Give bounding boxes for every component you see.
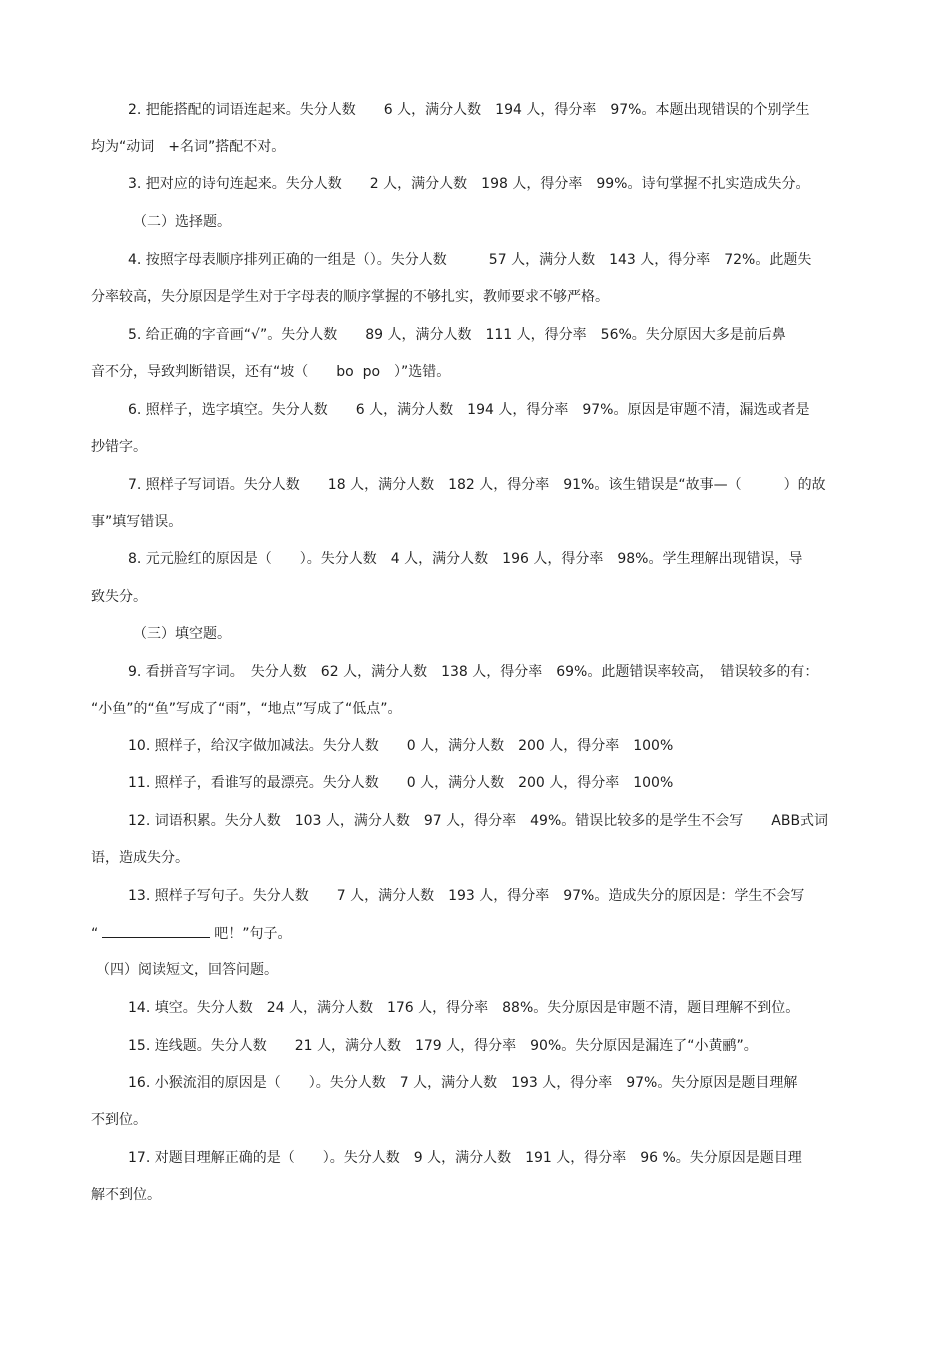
q8-line-1: 8. 元元脸红的原因是（ ）。失分人数 4 人，满分人数 196 人，得分率 98%。学生理解出现错误，导 (128, 551, 803, 567)
q16-line-2: 不到位。 (91, 1112, 147, 1128)
q4-line-1: 4. 按照字母表顺序排列正确的一组是（）。失分人数 57 人，满分人数 143 人，得分率 72%。此题失 (128, 252, 812, 268)
q7-line-2: 事”填写错误。 (91, 514, 183, 530)
q2-line-2: 均为“动词 +名词”搭配不对。 (91, 139, 286, 155)
q16-line-1: 16. 小猴流泪的原因是（ ）。失分人数 7 人，满分人数 193 人，得分率 97%。失分原因是题目理解 (128, 1075, 798, 1091)
q13-open-quote: “ (91, 926, 99, 942)
q13-line-2 (91, 924, 292, 944)
q12-line-1: 12. 词语积累。失分人数 103 人，满分人数 97 人，得分率 49%。错误比较多的是学生不会写 ABB式词 (128, 813, 829, 829)
q9-line-2: “小鱼”的“鱼”写成了“雨”，“地点”写成了“低点”。 (91, 701, 402, 717)
q8-line-2: 致失分。 (91, 589, 147, 605)
q5-line-1: 5. 给正确的字音画“√”。失分人数 89 人，满分人数 111 人，得分率 56%。失分原因大多是前后鼻 (128, 327, 786, 343)
q4-line-2: 分率较高，失分原因是学生对于字母表的顺序掌握的不够扎实，教师要求不够严格。 (91, 289, 609, 305)
q13-line-2-rest: 吧！”句子。 (214, 926, 292, 942)
fill-blank-line (102, 925, 210, 938)
q2-line-1: 2. 把能搭配的词语连起来。失分人数 6 人，满分人数 194 人，得分率 97%。本题出现错误的个别学生 (128, 102, 810, 118)
q10-line: 10. 照样子，给汉字做加减法。失分人数 0 人，满分人数 200 人，得分率 100% (128, 738, 674, 754)
q11-line: 11. 照样子，看谁写的最漂亮。失分人数 0 人，满分人数 200 人，得分率 100% (128, 775, 674, 791)
q6-line-1: 6. 照样子，选字填空。失分人数 6 人，满分人数 194 人，得分率 97%。原因是审题不清，漏选或者是 (128, 402, 810, 418)
q6-line-2: 抄错字。 (91, 439, 147, 455)
q14-line: 14. 填空。失分人数 24 人，满分人数 176 人，得分率 88%。失分原因是审题不清，题目理解不到位。 (128, 1000, 800, 1016)
section-3-heading: （三）填空题。 (133, 626, 231, 642)
q12-line-2: 语，造成失分。 (91, 850, 189, 866)
section-4-heading: （四）阅读短文，回答问题。 (96, 962, 278, 978)
q3-line: 3. 把对应的诗句连起来。失分人数 2 人，满分人数 198 人，得分率 99%。诗句掌握不扎实造成失分。 (128, 176, 810, 192)
q9-line-1: 9. 看拼音写字词。 失分人数 62 人，满分人数 138 人，得分率 69%。此题错误率较高， 错误较多的有： (128, 664, 819, 680)
q13-line-1: 13. 照样子写句子。失分人数 7 人，满分人数 193 人，得分率 97%。造成失分的原因是：学生不会写 (128, 888, 805, 904)
q7-line-1: 7. 照样子写词语。失分人数 18 人，满分人数 182 人，得分率 91%。该生错误是“故事—（ ）的故 (128, 477, 826, 493)
q17-line-2: 解不到位。 (91, 1187, 161, 1203)
q5-line-2: 音不分，导致判断错误，还有“坡（ bo po ）”选错。 (91, 364, 451, 380)
q17-line-1: 17. 对题目理解正确的是（ ）。失分人数 9 人，满分人数 191 人，得分率 96 %。失分原因是题目理 (128, 1150, 802, 1166)
section-2-heading: （二）选择题。 (133, 214, 231, 230)
q15-line: 15. 连线题。失分人数 21 人，满分人数 179 人，得分率 90%。失分原因是漏连了“小黄鹂”。 (128, 1038, 758, 1054)
